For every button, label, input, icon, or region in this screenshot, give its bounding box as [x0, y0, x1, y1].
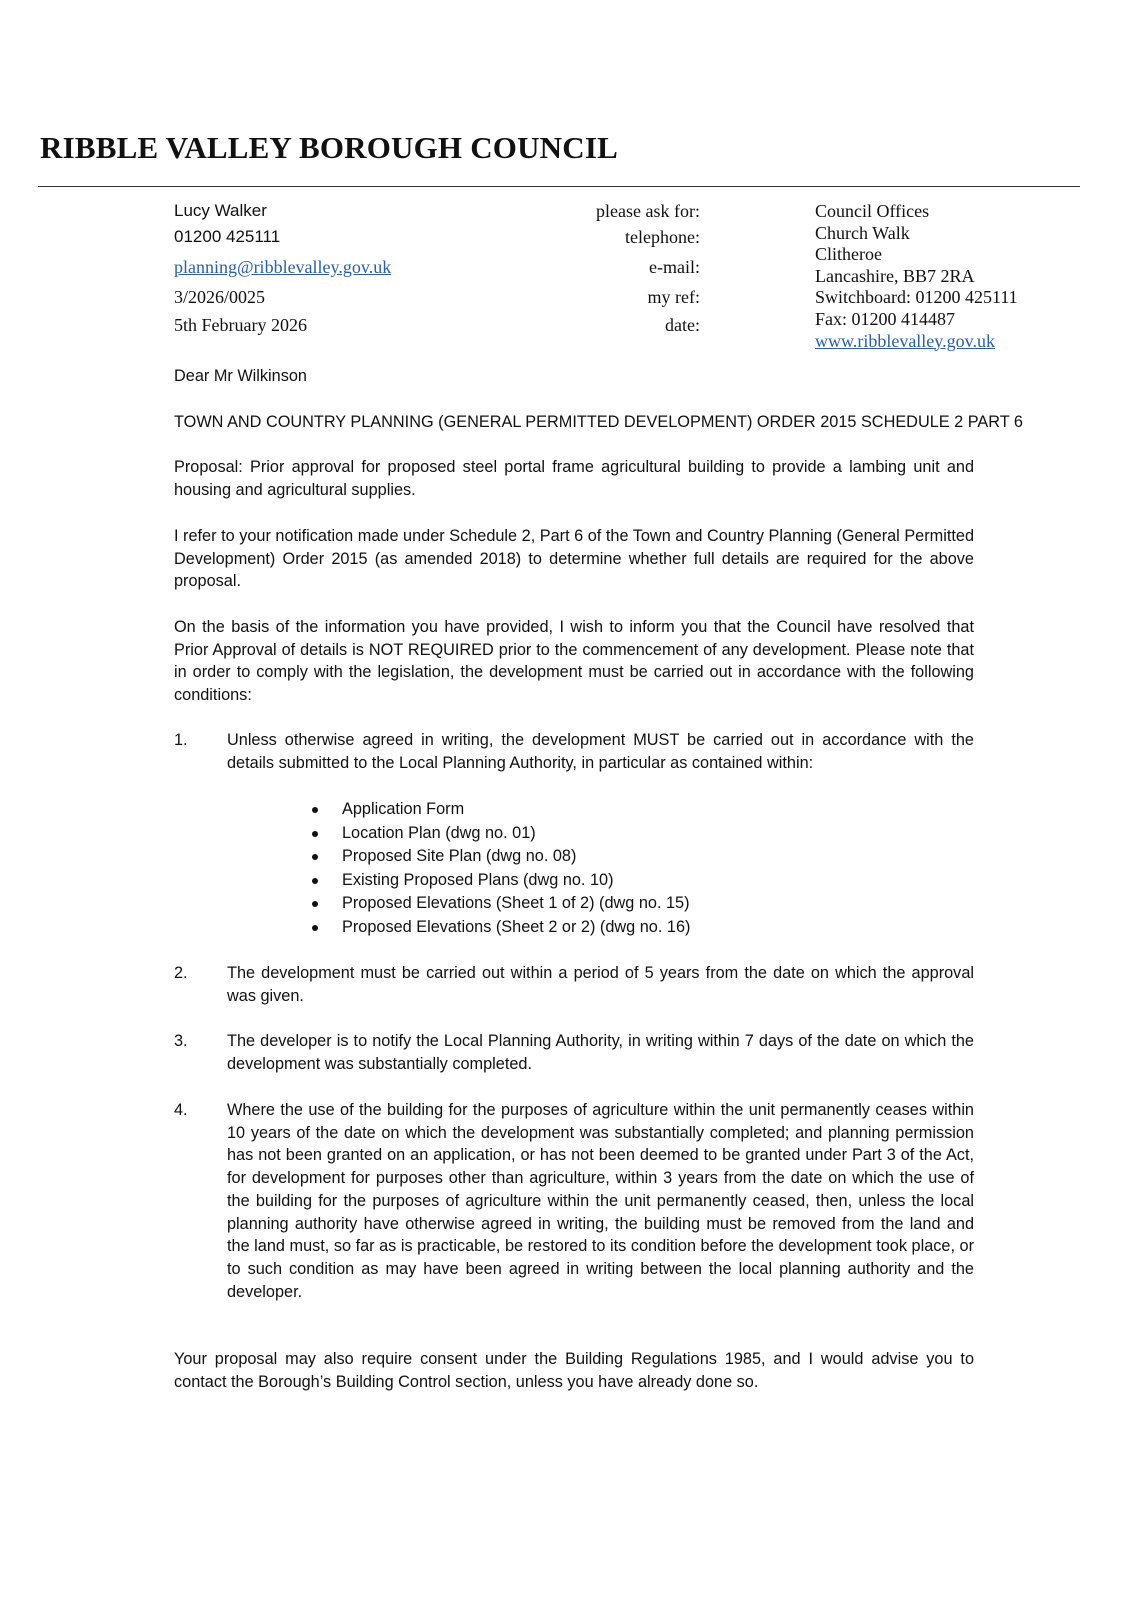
ask-for-row	[0, 198, 700, 224]
date-value: 5th February 2026	[174, 315, 307, 335]
condition-text: Where the use of the building for the purposes of agriculture within the unit permanently ceases within 10 years of the date on which the development was substantially completed; and planning permission has not been granted on an application, or has not been deemed to be granted under Part 3 of the Act, for development for purposes other than agriculture, within 3 years from the date on which the use of the building for the purposes of agriculture within the unit permanently ceased, then, unless the local planning authority have otherwise agreed in writing, the building must be removed from the land and the land must, so far as is practicable, be restored to its condition before the development took place, or to such condition as may have been agreed in writing between the local planning authority and the developer.	[227, 1101, 974, 1301]
bullet-icon	[312, 901, 318, 907]
council-address	[815, 201, 1018, 352]
decision-paragraph: On the basis of the information you have provided, I wish to inform you that the Council have resolved that Prior Approval of details is NOT REQUIRED prior to the commencement of any development. Please note that in order to comply with the legislation, the development must be carried out in accordance with the following conditions:	[174, 618, 974, 705]
reference-paragraph: I refer to your notification made under Schedule 2, Part 6 of the Town and Country Planning (General Permitted Development) Order 2015 (as amended 2018) to determine whether full details are required for the above proposal.	[174, 527, 974, 591]
document-item: Application Form	[310, 798, 690, 822]
telephone-value: 01200 425111	[174, 227, 281, 246]
email-link[interactable]: planning@ribblevalley.gov.uk	[174, 257, 392, 277]
closing-paragraph: Your proposal may also require consent under the Building Regulations 1985, and I would advise you to contact the Borough’s Building Control section, unless you have already done so.	[174, 1350, 974, 1391]
bullet-icon	[312, 807, 318, 813]
ref-label: my ref:	[647, 287, 700, 307]
condition-number: 4.	[174, 1101, 188, 1119]
document-item: Proposed Site Plan (dwg no. 08)	[310, 845, 690, 869]
bullet-icon	[312, 854, 318, 860]
condition-text: The developer is to notify the Local Planning Authority, in writing within 7 days of the date on which the development was substantially completed.	[227, 1032, 974, 1073]
condition-text: Unless otherwise agreed in writing, the development MUST be carried out in accordance with the details submitted to the Local Planning Authority, in particular as contained within:	[227, 731, 974, 772]
email-row	[0, 254, 700, 280]
telephone-row	[0, 224, 700, 250]
address-line: Lancashire, BB7 2RA	[815, 265, 975, 286]
condition-number: 1.	[174, 731, 188, 749]
bullet-icon	[312, 831, 318, 837]
proposal-text: Proposal: Prior approval for proposed steel portal frame agricultural building to provide a lambing unit and housing and agricultural supplies.	[174, 458, 974, 499]
document-item: Proposed Elevations (Sheet 2 or 2) (dwg no. 16)	[310, 916, 690, 940]
condition-1	[174, 729, 974, 774]
bullet-icon	[312, 878, 318, 884]
address-line: Church Walk	[815, 222, 910, 243]
header-divider	[38, 186, 1080, 187]
organisation-title: RIBBLE VALLEY BOROUGH COUNCIL	[40, 130, 618, 165]
document-item: Proposed Elevations (Sheet 1 of 2) (dwg no. 15)	[310, 892, 690, 916]
salutation: Dear Mr Wilkinson	[174, 367, 307, 385]
submitted-documents-list	[310, 798, 690, 939]
website-link[interactable]: www.ribblevalley.gov.uk	[815, 330, 995, 351]
fax-number: Fax: 01200 414487	[815, 308, 956, 329]
telephone-label: telephone:	[625, 227, 700, 247]
email-label: e-mail:	[649, 257, 700, 277]
address-line: Council Offices	[815, 201, 930, 221]
date-row	[0, 312, 700, 338]
address-line: Clitheroe	[815, 244, 882, 265]
ref-value: 3/2026/0025	[174, 287, 266, 307]
condition-number: 3.	[174, 1032, 188, 1050]
document-item: Existing Proposed Plans (dwg no. 10)	[310, 869, 690, 893]
date-label: date:	[665, 315, 700, 335]
ask-for-label: please ask for:	[596, 201, 700, 221]
document-item: Location Plan (dwg no. 01)	[310, 822, 690, 846]
ref-row	[0, 284, 700, 310]
letter-subject: TOWN AND COUNTRY PLANNING (GENERAL PERMITTED DEVELOPMENT) ORDER 2015 SCHEDULE 2 PART 6	[174, 413, 1023, 431]
switchboard-number: Switchboard: 01200 425111	[815, 287, 1018, 308]
condition-3	[174, 1030, 974, 1075]
condition-number: 2.	[174, 964, 188, 982]
condition-text: The development must be carried out within a period of 5 years from the date on which the approval was given.	[227, 964, 974, 1005]
ask-for-value: Lucy Walker	[174, 201, 267, 220]
bullet-icon	[312, 925, 318, 931]
condition-2	[174, 962, 974, 1007]
condition-4	[174, 1099, 974, 1303]
